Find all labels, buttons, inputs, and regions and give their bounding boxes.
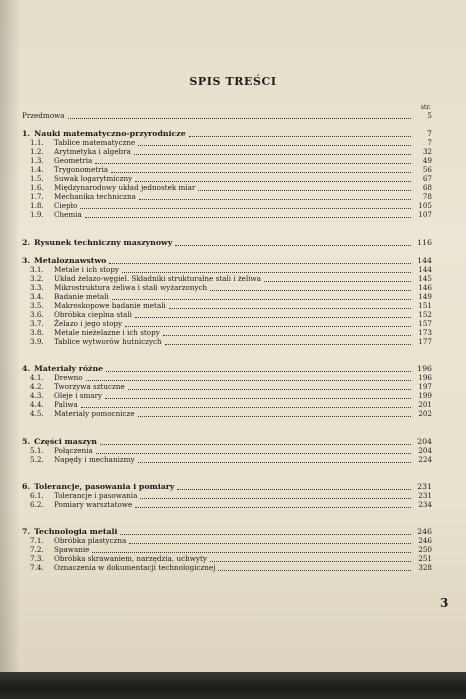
toc-page-number: 246 (418, 536, 432, 545)
toc-section-row (0, 409, 432, 419)
toc-title: Tolerancje, pasowania i pomiary (34, 482, 175, 491)
dot-leader (129, 542, 411, 544)
toc-section-row (0, 210, 432, 220)
toc-title: Makroskopowe badanie metali (54, 301, 166, 310)
dot-leader (128, 388, 411, 390)
dot-leader (134, 153, 411, 155)
toc-title: Tablice wytworów hutniczych (54, 337, 162, 346)
toc-number: 3.6. (30, 310, 44, 319)
toc-chapter-row (0, 238, 432, 248)
dot-leader (138, 461, 411, 463)
toc-title: Drewno (54, 373, 83, 382)
toc-page-number: 144 (417, 256, 432, 265)
dot-leader (95, 162, 411, 164)
toc-section-row (0, 337, 432, 347)
toc-title: Rysunek techniczny maszynowy (34, 238, 173, 247)
dot-leader (105, 397, 411, 399)
toc-title: Oznaczenia w dokumentacji technologicznej (54, 563, 216, 572)
toc-section-row (0, 500, 432, 510)
toc-title: Paliwa (54, 400, 78, 409)
dot-leader (139, 198, 411, 200)
toc-title: Metale nieżelazne i ich stopy (54, 328, 160, 337)
dot-leader (218, 569, 411, 571)
toc-number: 4.3. (30, 391, 44, 400)
toc-title: Suwak logarytmiczny (54, 174, 133, 183)
toc-number: 1.6. (30, 183, 44, 192)
dot-leader (135, 180, 411, 182)
dot-leader (81, 406, 411, 408)
toc-number: 2. (22, 238, 31, 247)
dot-leader (112, 298, 411, 300)
toc-page-number: 204 (418, 446, 432, 455)
page-title: SPIS TREŚCI (189, 75, 277, 88)
dot-leader (96, 452, 411, 454)
toc-page-number: 234 (418, 500, 432, 509)
toc-page-number: 67 (422, 174, 432, 183)
toc-title: Trygonometria (54, 165, 109, 174)
dot-leader (138, 415, 411, 417)
toc-page-number: 56 (422, 165, 432, 174)
toc-number: 6.1. (30, 491, 44, 500)
dot-leader (169, 307, 411, 309)
toc-page-number: 328 (418, 563, 432, 572)
toc-title: Metaloznawstwo (34, 256, 107, 265)
toc-page-number: 231 (417, 482, 432, 491)
toc-number: 1.3. (30, 156, 44, 165)
toc-page-number: 157 (418, 319, 432, 328)
toc-page-number: 231 (418, 491, 432, 500)
toc-page-number: 196 (417, 364, 432, 373)
dot-leader (86, 379, 411, 381)
toc-number: 5. (22, 437, 31, 446)
toc-title: Mikrostruktura żeliwa i stali wyżarzonych (54, 283, 208, 292)
toc-title: Technologia metali (34, 527, 118, 536)
dot-leader (92, 551, 411, 553)
toc-title: Tolerancje i pasowania (54, 491, 138, 500)
toc-title: Metale i ich stopy (54, 265, 120, 274)
dot-leader (198, 189, 411, 191)
dot-leader (177, 488, 411, 490)
page-bottom-edge (0, 672, 466, 699)
dot-leader (68, 117, 412, 119)
toc-page-number: 105 (418, 201, 432, 210)
toc-title: Części maszyn (34, 437, 97, 446)
toc-number: 5.1. (30, 446, 44, 455)
toc-page-number: 173 (418, 328, 432, 337)
toc-page-number: 250 (418, 545, 432, 554)
toc-number: 4. (22, 364, 31, 373)
toc-page-number: 199 (418, 391, 432, 400)
toc-title: Międzynarodowy układ jednostek miar (54, 183, 196, 192)
toc-number: 7.2. (30, 545, 44, 554)
toc-page-number: 144 (418, 265, 432, 274)
toc-page-number: 201 (418, 400, 432, 409)
toc-number: 3.1. (30, 265, 44, 274)
toc-page-number: 78 (422, 192, 432, 201)
toc-number: 1.5. (30, 174, 44, 183)
dot-leader (135, 506, 411, 508)
toc-number: 3.2. (30, 274, 44, 283)
dot-leader (165, 343, 411, 345)
toc-number: 4.4. (30, 400, 44, 409)
toc-number: 3.4. (30, 292, 44, 301)
toc-page-number: 107 (418, 210, 432, 219)
toc-title: Połączenia (54, 446, 93, 455)
toc-title: Chemia (54, 210, 82, 219)
dot-leader (85, 216, 411, 218)
toc-number: 3. (22, 256, 31, 265)
toc-title: Pomiary warsztatowe (54, 500, 133, 509)
toc-page-number: 197 (418, 382, 432, 391)
dot-leader (138, 144, 411, 146)
toc-page-number: 145 (418, 274, 432, 283)
toc-title: Materiały różne (34, 364, 104, 373)
toc-title: Oleje i smary (54, 391, 103, 400)
toc-number: 7.4. (30, 563, 44, 572)
toc-number: 7.3. (30, 554, 44, 563)
toc-page-number: 152 (418, 310, 432, 319)
toc-number: 3.3. (30, 283, 44, 292)
toc-page-number: 151 (418, 301, 432, 310)
toc-number: 1.2. (30, 147, 44, 156)
toc-title: Tworzywa sztuczne (54, 382, 125, 391)
toc-page-number: 251 (418, 554, 432, 563)
dot-leader (109, 262, 411, 264)
toc-page-number: 32 (422, 147, 432, 156)
toc-number: 5.2. (30, 455, 44, 464)
toc-page-number: 146 (418, 283, 432, 292)
toc-page-number: 246 (417, 527, 432, 536)
dot-leader (175, 244, 411, 246)
toc-title: Spawanie (54, 545, 90, 554)
toc-title: Materiały pomocnicze (54, 409, 135, 418)
toc-number: 4.1. (30, 373, 44, 382)
toc-number: 4.2. (30, 382, 44, 391)
page-number: 3 (440, 596, 449, 610)
dot-leader (125, 325, 411, 327)
toc-title: Badanie metali (54, 292, 109, 301)
toc-page-number: 49 (422, 156, 432, 165)
toc-title: Geometria (54, 156, 93, 165)
toc-title: Napędy i mechanizmy (54, 455, 135, 464)
toc-title: Przedmowa (22, 111, 65, 120)
toc-number: 3.7. (30, 319, 44, 328)
dot-leader (210, 289, 411, 291)
toc-title: Żelazo i jego stopy (54, 319, 123, 328)
toc-number: 7. (22, 527, 31, 536)
page-column-label: str. (420, 103, 431, 111)
toc-title: Ciepło (54, 201, 78, 210)
dot-leader (120, 533, 411, 535)
dot-leader (111, 171, 411, 173)
toc-title: Nauki matematyczno-przyrodnicze (34, 129, 186, 138)
toc-page-number: 7 (427, 129, 432, 138)
toc-title: Obróbka cieplna stali (54, 310, 132, 319)
toc-number: 3.8. (30, 328, 44, 337)
toc-page-number: 7 (427, 138, 432, 147)
toc-number: 6. (22, 482, 31, 491)
toc-number: 7.1. (30, 536, 44, 545)
dot-leader (264, 280, 411, 282)
toc-number: 4.5. (30, 409, 44, 418)
toc-number: 3.9. (30, 337, 44, 346)
dot-leader (163, 334, 411, 336)
toc-page-number: 224 (418, 455, 432, 464)
toc-page-number: 204 (417, 437, 432, 446)
toc-title: Tablice matematyczne (54, 138, 136, 147)
toc-title: Obróbka plastyczna (54, 536, 127, 545)
dot-leader (106, 370, 411, 372)
toc-number: 3.5. (30, 301, 44, 310)
toc-page-number: 68 (422, 183, 432, 192)
toc-number: 1.8. (30, 201, 44, 210)
toc-number: 1.9. (30, 210, 44, 219)
dot-leader (135, 316, 411, 318)
toc-page-number: 196 (418, 373, 432, 382)
toc-number: 1.1. (30, 138, 44, 147)
toc-title: Arytmetyka i algebra (54, 147, 131, 156)
toc-page-number: 116 (417, 238, 432, 247)
toc-front-row (0, 111, 432, 121)
dot-leader (80, 207, 411, 209)
dot-leader (210, 560, 411, 562)
toc-title: Mechanika techniczna (54, 192, 136, 201)
toc-page-number: 177 (418, 337, 432, 346)
toc-number: 6.2. (30, 500, 44, 509)
toc-section-row (0, 455, 432, 465)
toc-title: Obróbka skrawaniem, narzędzia, uchwyty (54, 554, 207, 563)
toc-title: Układ żelazo-węgiel. Składniki strukturalne stali i żeliwa (54, 274, 261, 283)
toc-page-number: 149 (418, 292, 432, 301)
toc-section-row (0, 563, 432, 573)
toc-number: 1.4. (30, 165, 44, 174)
dot-leader (122, 271, 411, 273)
toc-number: 1.7. (30, 192, 44, 201)
toc-page-number: 202 (418, 409, 432, 418)
dot-leader (140, 497, 411, 499)
toc-page-number: 5 (427, 111, 432, 120)
dot-leader (189, 135, 411, 137)
toc-number: 1. (22, 129, 31, 138)
dot-leader (100, 443, 411, 445)
